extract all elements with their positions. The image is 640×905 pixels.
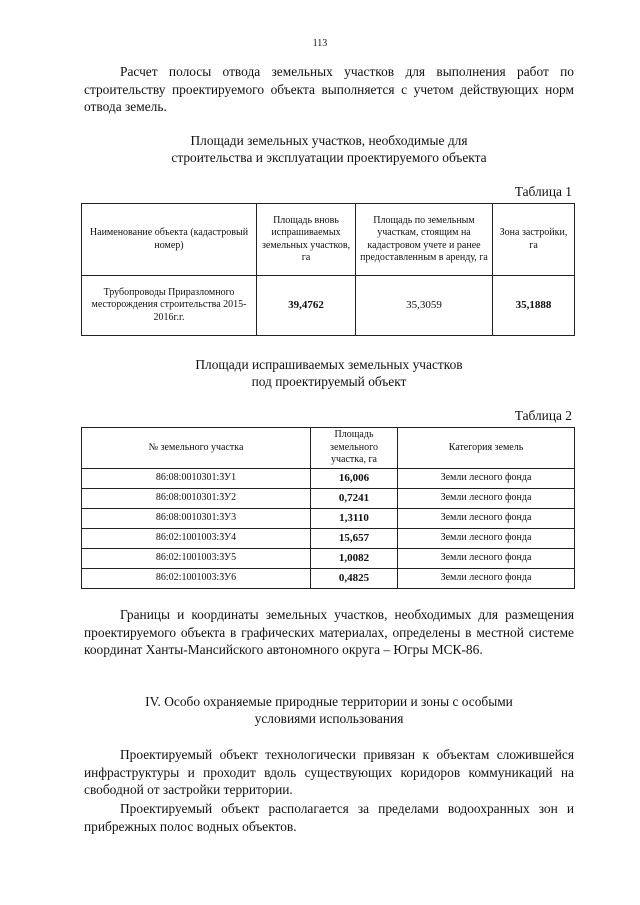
table1-label: Таблица 1 bbox=[514, 184, 572, 199]
infrastructure-paragraph bbox=[84, 746, 574, 799]
plot-id: 86:02:1001003:ЗУ5 bbox=[82, 549, 311, 569]
table1-heading-line-1: Площади земельных участков, необходимые для bbox=[190, 133, 468, 148]
plot-area: 15,657 bbox=[311, 529, 398, 549]
water-zones-text: Проектируемый объект располагается за пределами водоохранных зон и прибрежных полос водных объектов. bbox=[84, 801, 574, 834]
table-row bbox=[82, 469, 575, 489]
table1-header-name: Наименование объекта (кадастровый номер) bbox=[82, 204, 257, 276]
requested-plots-table bbox=[81, 427, 575, 589]
plot-area: 16,006 bbox=[311, 469, 398, 489]
plot-id: 86:08:0010301:ЗУ2 bbox=[82, 489, 311, 509]
water-zones-paragraph bbox=[84, 800, 574, 835]
section-heading bbox=[84, 693, 574, 727]
table2-heading-line-1: Площади испрашиваемых земельных участков bbox=[195, 357, 463, 372]
section-heading-line-2: условиями использования bbox=[254, 711, 404, 726]
plot-category: Земли лесного фонда bbox=[398, 549, 575, 569]
table2-header-area: Площадь земельного участка, га bbox=[311, 428, 398, 469]
intro-paragraph bbox=[84, 63, 574, 116]
table1-existing-area: 35,3059 bbox=[356, 276, 493, 336]
plot-category: Земли лесного фонда bbox=[398, 509, 575, 529]
plot-id: 86:02:1001003:ЗУ6 bbox=[82, 569, 311, 589]
table1-new-area: 39,4762 bbox=[257, 276, 356, 336]
table1-header-new-area: Площадь вновь испрашиваемых земельных участков, га bbox=[257, 204, 356, 276]
plot-area: 0,7241 bbox=[311, 489, 398, 509]
table2-heading-line-2: под проектируемый объект bbox=[251, 374, 407, 389]
table-row bbox=[82, 569, 575, 589]
plot-category: Земли лесного фонда bbox=[398, 469, 575, 489]
plot-category: Земли лесного фонда bbox=[398, 529, 575, 549]
plot-category: Земли лесного фонда bbox=[398, 489, 575, 509]
boundaries-text: Границы и координаты земельных участков, необходимых для размещения проектируемого объекта в графических материалах, определены в местной системе координат Ханты-Мансийского автономного округа – Югры МСК-86. bbox=[84, 607, 574, 657]
plot-area: 0,4825 bbox=[311, 569, 398, 589]
table-row bbox=[82, 529, 575, 549]
plot-category: Земли лесного фонда bbox=[398, 569, 575, 589]
plot-area: 1,0082 bbox=[311, 549, 398, 569]
land-area-table bbox=[81, 203, 575, 336]
page-number: 113 bbox=[312, 38, 328, 49]
table1-heading-line-2: строительства и эксплуатации проектируемого объекта bbox=[171, 150, 487, 165]
intro-text: Расчет полосы отвода земельных участков для выполнения работ по строительству проектируемого объекта выполняется с учетом действующих норм отвода земель. bbox=[84, 64, 574, 114]
table1-heading bbox=[84, 132, 574, 166]
plot-id: 86:08:0010301:ЗУ3 bbox=[82, 509, 311, 529]
table1-header-zone: Зона застройки, га bbox=[493, 204, 575, 276]
table2-header-plot-number: № земельного участка bbox=[82, 428, 311, 469]
boundaries-paragraph bbox=[84, 606, 574, 659]
infrastructure-text: Проектируемый объект технологически привязан к объектам сложившейся инфраструктуры и проходит вдоль существующих коридоров коммуникаций на свободной от застройки территории. bbox=[84, 747, 574, 797]
table1-header-existing-area: Площадь по земельным участкам, стоящим на кадастровом учете и ранее предоставленным в аренду, га bbox=[356, 204, 493, 276]
plot-id: 86:08:0010301:ЗУ1 bbox=[82, 469, 311, 489]
section-heading-line-1: IV. Особо охраняемые природные территории и зоны с особыми bbox=[145, 694, 513, 709]
table1-object-name: Трубопроводы Приразломного месторождения строительства 2015-2016г.г. bbox=[82, 276, 257, 336]
table-row bbox=[82, 509, 575, 529]
table2-label: Таблица 2 bbox=[514, 408, 572, 423]
table1-zone: 35,1888 bbox=[493, 276, 575, 336]
table2-header-category: Категория земель bbox=[398, 428, 575, 469]
table2-header-row bbox=[82, 428, 575, 469]
plot-area: 1,3110 bbox=[311, 509, 398, 529]
table1-header-row bbox=[82, 204, 575, 276]
table2-heading bbox=[84, 356, 574, 390]
plot-id: 86:02:1001003:ЗУ4 bbox=[82, 529, 311, 549]
table-row bbox=[82, 549, 575, 569]
table-row bbox=[82, 489, 575, 509]
table-row bbox=[82, 276, 575, 336]
